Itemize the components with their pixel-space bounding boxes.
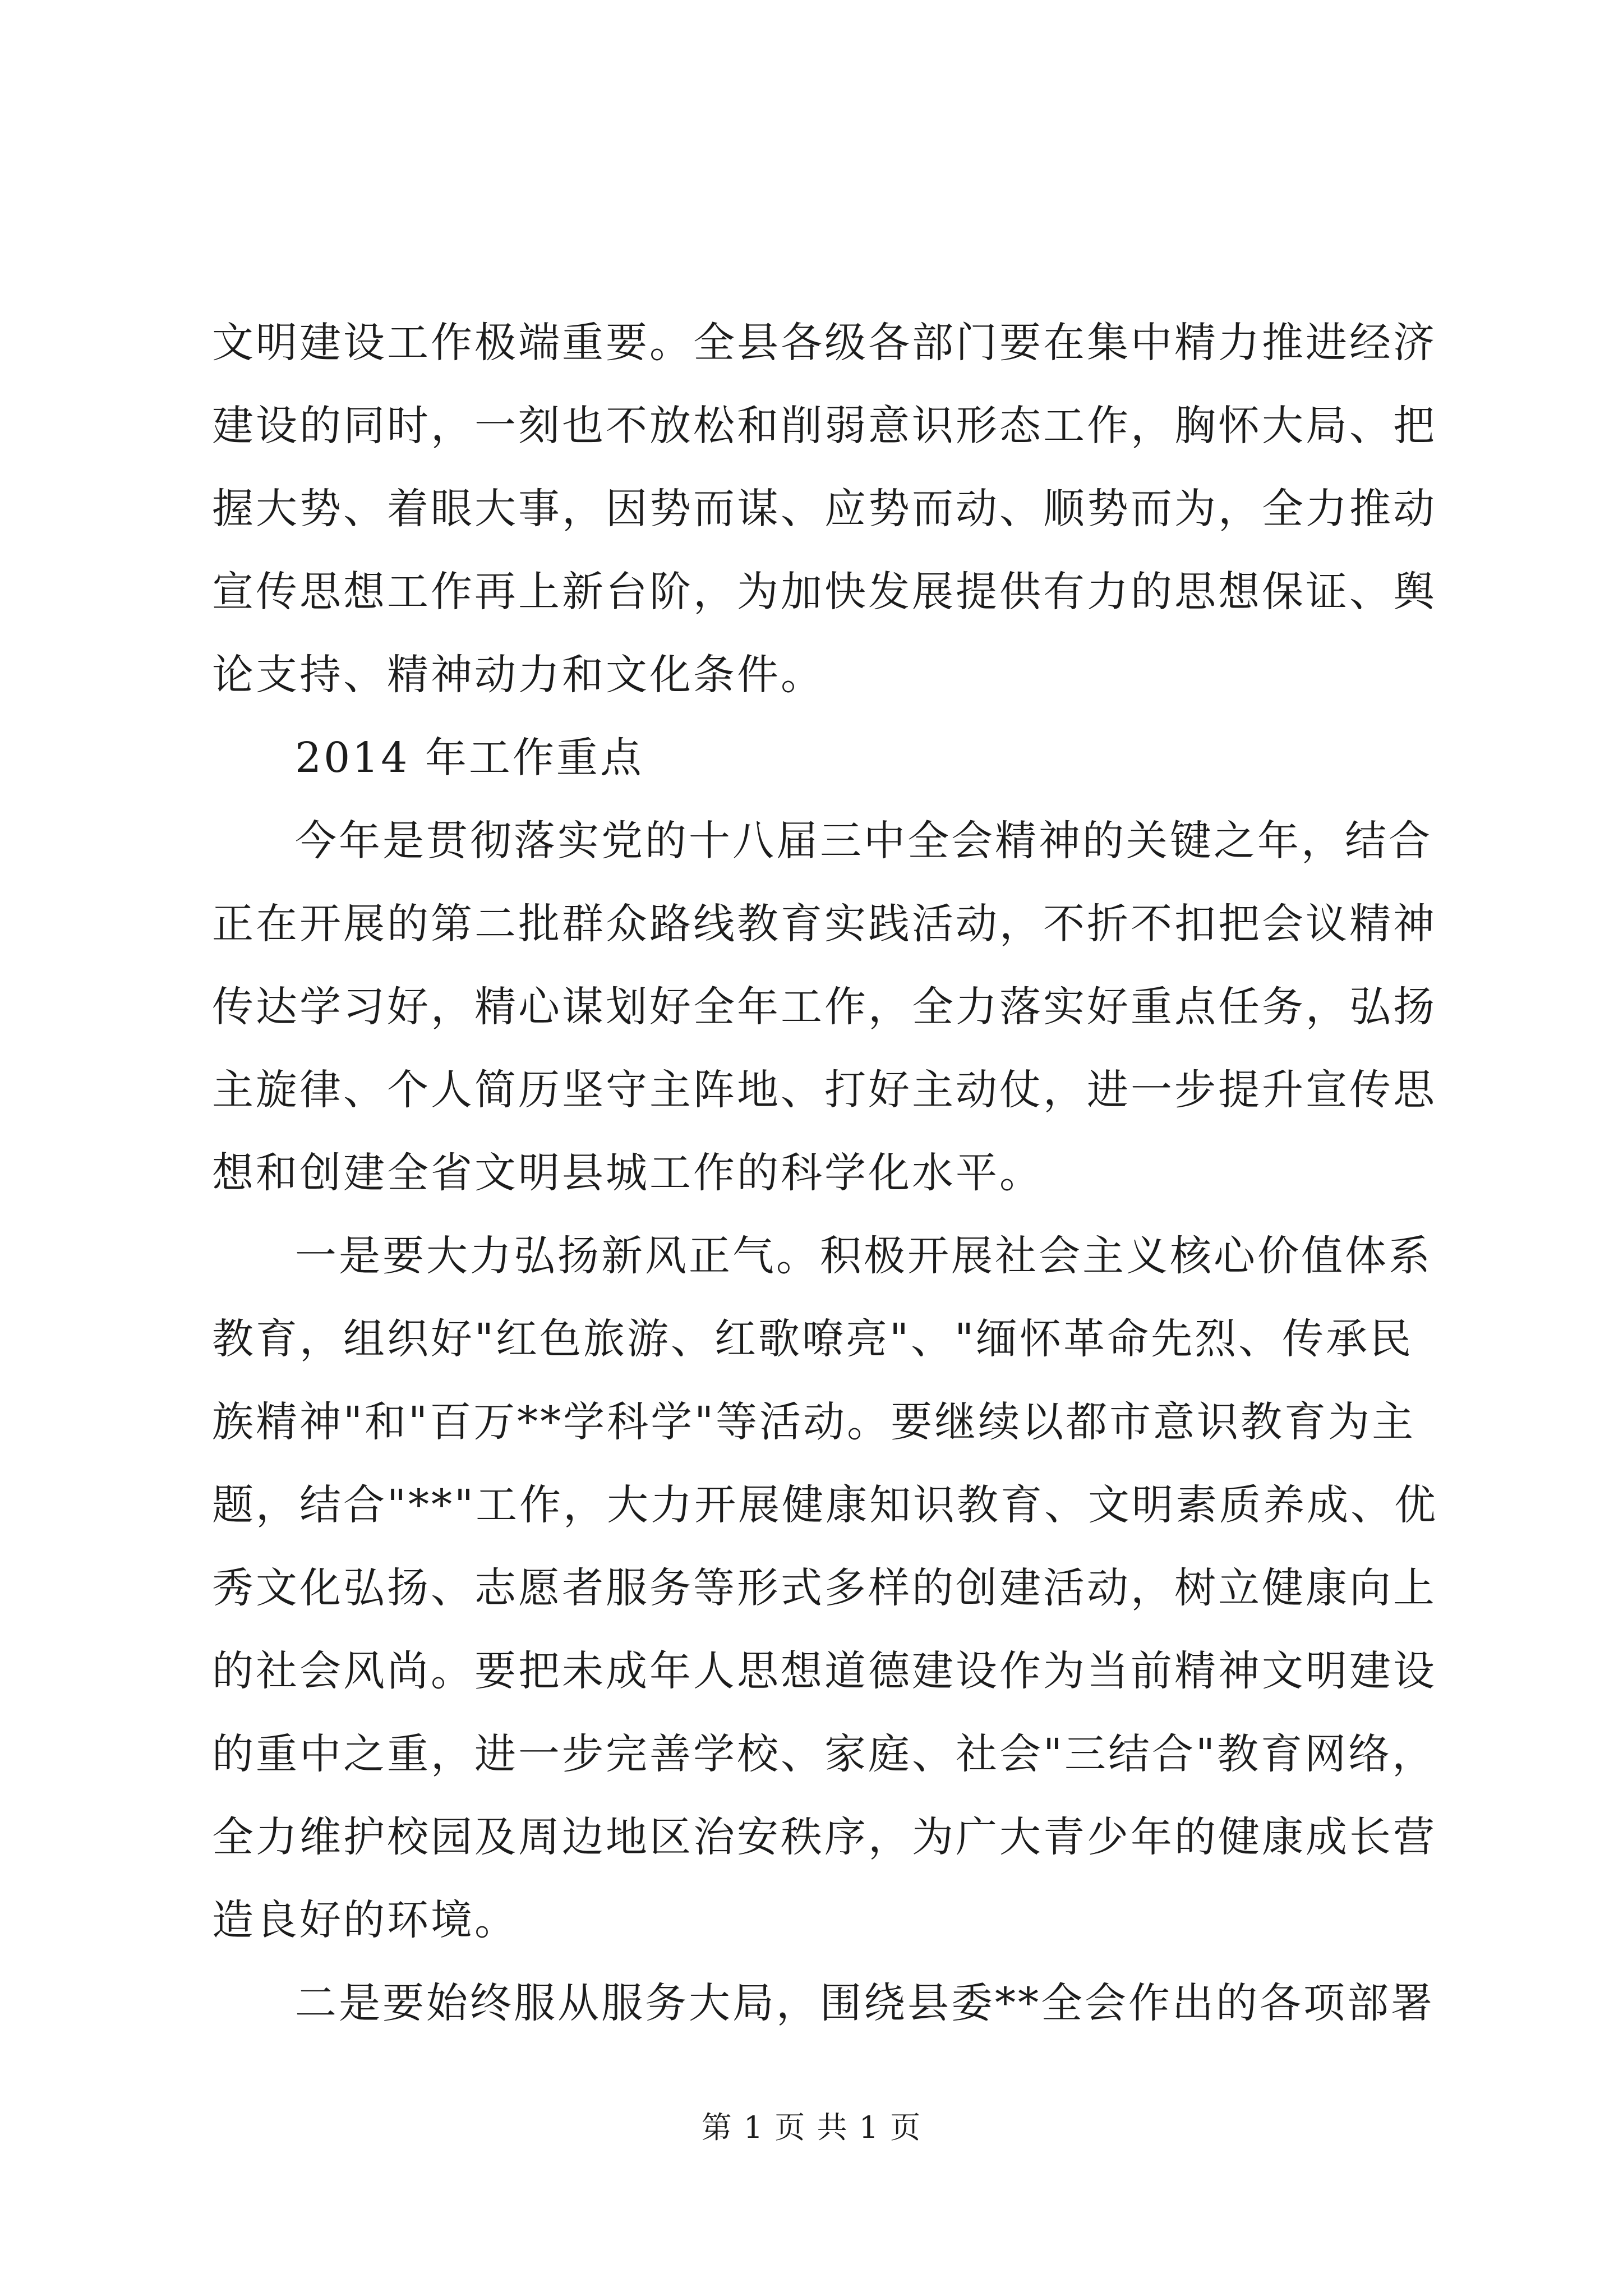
page-footer <box>0 2108 1623 2147</box>
text-line: 造良好的环境。 <box>212 1896 518 1944</box>
text-line: 文明建设工作极端重要。全县各级各部门要在集中精力推进经济 <box>212 319 1437 367</box>
text-line: 握大势、着眼大事，因势而谋、应势而动、顺势而为，全力推动 <box>212 485 1437 533</box>
text-line: 教育，组织好"红色旅游、红歌嘹亮"、"缅怀革命先烈、传承民 <box>212 1315 1414 1363</box>
text-line: 族精神"和"百万**学科学"等活动。要继续以都市意识教育为主 <box>212 1398 1416 1446</box>
paragraph <box>212 1962 1435 2045</box>
paragraph <box>212 301 1437 716</box>
page-number-label: 第 1 页 共 1 页 <box>701 2110 922 2145</box>
text-line: 宣传思想工作再上新台阶，为加快发展提供有力的思想保证、舆 <box>212 568 1437 616</box>
text-line: 想和创建全省文明县城工作的科学化水平。 <box>212 1149 1043 1197</box>
text-line: 全力维护校园及周边地区治安秩序，为广大青少年的健康成长营 <box>212 1813 1437 1861</box>
text-line: 主旋律、个人简历坚守主阵地、打好主动仗，进一步提升宣传思 <box>212 1066 1437 1114</box>
text-line: 二是要始终服从服务大局，围绕县委**全会作出的各项部署 <box>295 1979 1435 2027</box>
text-line: 的重中之重，进一步完善学校、家庭、社会"三结合"教育网络， <box>212 1730 1436 1778</box>
text-line: 的社会风尚。要把未成年人思想道德建设作为当前精神文明建设 <box>212 1647 1437 1695</box>
heading-line: 2014 年工作重点 <box>295 734 644 782</box>
section-heading <box>212 716 1412 799</box>
text-line: 论支持、精神动力和文化条件。 <box>212 651 824 699</box>
text-line: 传达学习好，精心谋划好全年工作，全力落实好重点任务，弘扬 <box>212 983 1437 1031</box>
text-line: 一是要大力弘扬新风正气。积极开展社会主义核心价值体系 <box>295 1232 1432 1280</box>
text-line: 今年是贯彻落实党的十八届三中全会精神的关键之年，结合 <box>295 817 1432 865</box>
text-line: 建设的同时，一刻也不放松和削弱意识形态工作，胸怀大局、把 <box>212 402 1437 450</box>
text-line: 正在开展的第二批群众路线教育实践活动，不折不扣把会议精神 <box>212 900 1437 948</box>
paragraph <box>212 799 1437 1214</box>
text-line: 题，结合"**"工作，大力开展健康知识教育、文明素质养成、优 <box>212 1481 1438 1529</box>
document-body <box>212 301 1438 2045</box>
paragraph <box>212 1214 1438 1962</box>
text-line: 秀文化弘扬、志愿者服务等形式多样的创建活动，树立健康向上 <box>212 1564 1437 1612</box>
